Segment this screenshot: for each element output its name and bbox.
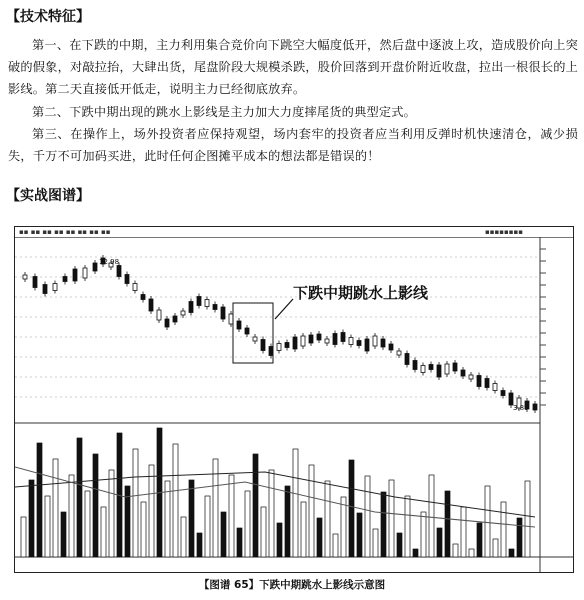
candle-body	[117, 266, 121, 277]
volume-bar	[141, 502, 146, 557]
volume-bar	[309, 465, 314, 557]
right-axis-ticks	[540, 249, 546, 405]
candle-body	[197, 297, 201, 306]
volume-bar	[93, 454, 98, 557]
volume-bar	[181, 517, 186, 557]
candle-body	[181, 311, 185, 315]
volume-bar	[461, 507, 466, 557]
candlestick-chart	[15, 227, 573, 572]
volume-bar	[269, 470, 274, 557]
volume-bar	[69, 475, 74, 557]
volume-bar	[389, 480, 394, 557]
volume-bar	[253, 454, 258, 557]
candle-body	[53, 284, 57, 291]
volume-bar	[445, 491, 450, 557]
candle-body	[237, 321, 241, 329]
candle-body	[381, 339, 385, 347]
paragraph-3: 第三、在操作上，场外投资者应保持观望，场内套牢的投资者应当利用反弹时机快速清仓，减少损失，千万不可加码买进，此时任何企图摊平成本的想法都是错误的！	[8, 127, 578, 163]
candle-body	[325, 339, 329, 343]
candle-body	[165, 319, 169, 327]
volume-bar	[373, 529, 378, 557]
candle-body	[253, 337, 257, 341]
volume-bar	[37, 443, 42, 557]
volume-bar	[133, 449, 138, 557]
volume-bar	[173, 444, 178, 557]
candle-body	[341, 333, 345, 342]
candle-body	[173, 316, 177, 322]
candle-body	[43, 285, 47, 294]
candle-body	[23, 275, 27, 279]
candle-body	[397, 351, 401, 355]
volume-bar	[517, 518, 522, 557]
candle-body	[501, 391, 505, 396]
figure-caption: 【图谱 65】下跌中期跳水上影线示意图	[198, 579, 386, 591]
volume-bar	[453, 544, 458, 557]
candle-body	[277, 344, 281, 351]
callout-arrow	[275, 299, 293, 319]
volume-bar	[149, 465, 154, 557]
volume-bar	[485, 486, 490, 557]
candle-body	[485, 379, 489, 388]
candle-body	[349, 338, 353, 345]
candle-body	[333, 334, 337, 345]
candle-body	[125, 275, 129, 284]
candle-body	[83, 268, 87, 278]
volume-bar	[357, 513, 362, 557]
candle-body	[189, 302, 193, 313]
volume-bar	[349, 460, 354, 557]
volume-bar	[77, 438, 82, 557]
candle-body	[365, 339, 369, 351]
candle-body	[157, 310, 161, 320]
volume-bar	[421, 512, 426, 557]
volume-bar	[525, 481, 530, 557]
candle-body	[357, 341, 361, 346]
volume-bar	[429, 475, 434, 557]
candle-body	[405, 354, 409, 365]
price-low-marker: 3.88	[513, 404, 529, 412]
volume-bar	[477, 523, 482, 557]
volume-bar	[205, 496, 210, 557]
volume-bar	[301, 502, 306, 557]
volume-bar	[317, 518, 322, 557]
candle-body	[389, 344, 393, 350]
candle-body	[301, 336, 305, 346]
volume-bar	[405, 496, 410, 557]
candle-body	[309, 335, 313, 343]
volume-bar	[109, 470, 114, 557]
candle-body	[533, 404, 537, 410]
candle-body	[373, 336, 377, 346]
candle-body	[261, 340, 265, 351]
volume-bar	[413, 549, 418, 557]
candle-body	[73, 269, 77, 281]
candle-body	[293, 337, 297, 349]
paragraph-2: 第二、下跌中期出现的跳水上影线是主力加大力度摔尾货的典型定式。	[32, 105, 417, 119]
candle-body	[229, 314, 233, 324]
candle-body	[149, 299, 153, 311]
volume-bar	[341, 497, 346, 557]
candle-body	[213, 305, 217, 310]
volume-bar	[325, 481, 330, 557]
volume-bar	[261, 507, 266, 557]
candle-body	[245, 328, 249, 334]
volume-bar	[293, 449, 298, 557]
section-heading-features: 【技术特征】	[6, 9, 90, 25]
highlight-box	[233, 303, 273, 363]
candle-body	[437, 365, 441, 377]
candle-body	[477, 376, 481, 387]
candle-body	[461, 370, 465, 376]
paragraph-1: 第一、在下跌的中期，主力利用集合竞价向下跳空大幅度低开，然后盘中逐波上攻，造成股价向上突破的假象，对敲拉抬，大肆出货，尾盘阶段大规模杀跌，股价回落到开盘价附近收盘，拉出一根很长的上影线。第二天直接低开低走，说明主力已经彻底放弃。	[8, 38, 578, 96]
callout-label: 下跌中期跳水上影线	[293, 284, 429, 302]
volume-bar	[277, 523, 282, 557]
volume-bar	[21, 517, 26, 557]
volume-bar	[501, 502, 506, 557]
volume-bar	[53, 459, 58, 557]
candle-body	[221, 307, 225, 319]
candle-body	[421, 366, 425, 373]
volume-bar	[29, 480, 34, 557]
candle-body	[269, 347, 273, 356]
volume-bar	[197, 533, 202, 557]
volume-bar	[437, 528, 442, 557]
candle-body	[469, 375, 473, 379]
candle-body	[493, 384, 497, 391]
section-heading-chart: 【实战图谱】	[6, 188, 90, 204]
volume-bar	[365, 476, 370, 557]
stock-chart-screenshot	[14, 226, 574, 573]
volume-bar	[85, 491, 90, 557]
volume-bar	[397, 533, 402, 557]
volume-bar	[509, 549, 514, 557]
candle-body	[133, 284, 137, 291]
software-menubar: ▪▪ ▪▪ ▪▪ ▪▪ ▪▪ ▪▪ ▪▪ ▪▪ ▪▪▪▪▪▪▪▪	[15, 227, 573, 238]
candle-body	[317, 334, 321, 340]
volume-bar	[221, 512, 226, 557]
volume-bar	[285, 486, 290, 557]
volume-bar	[45, 496, 50, 557]
volume-bar	[61, 512, 66, 557]
candle-body	[453, 363, 457, 371]
volume-bar	[237, 528, 242, 557]
volume-bar	[101, 507, 106, 557]
candle-body	[285, 343, 289, 348]
price-high-marker: 12.98	[99, 258, 120, 266]
candle-body	[429, 365, 433, 370]
volume-bar	[245, 491, 250, 557]
candle-body	[445, 364, 449, 374]
volume-bar	[229, 475, 234, 557]
candle-body	[33, 277, 37, 288]
candle-body	[205, 300, 209, 307]
volume-bar	[469, 549, 474, 557]
candle-body	[93, 263, 97, 271]
candle-body	[413, 361, 417, 370]
volume-bar	[189, 480, 194, 557]
candle-body	[63, 277, 67, 282]
candle-body	[141, 295, 145, 300]
volume-bar	[381, 492, 386, 557]
volume-bar	[333, 534, 338, 557]
volume-bar	[493, 539, 498, 557]
